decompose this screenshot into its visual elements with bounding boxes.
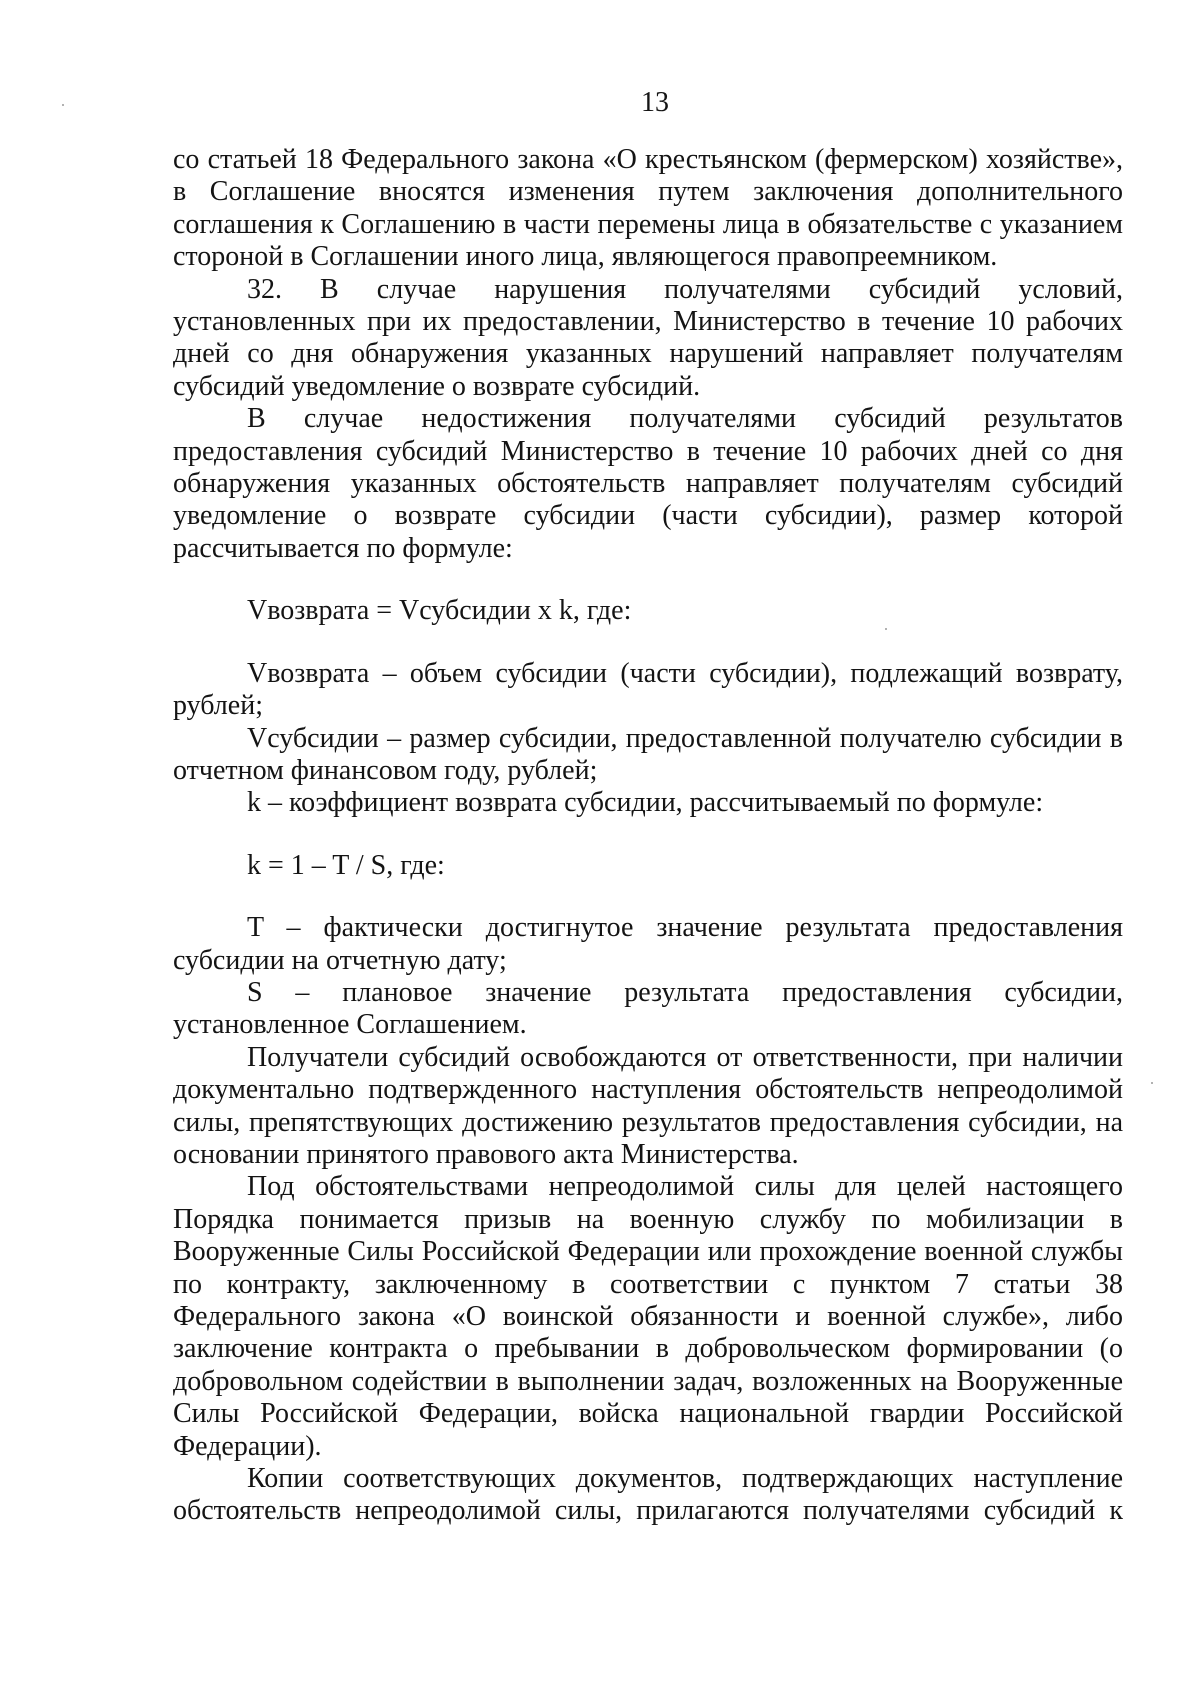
scan-speck bbox=[1151, 1082, 1153, 1084]
formula-k: k = 1 – T / S, где: bbox=[247, 849, 445, 881]
scan-speck bbox=[62, 104, 64, 106]
paragraph-non-achievement: В случае недостижения получателями субсидий результатов предоставления субсидий Министерство в течение 10 рабочих дней со дня обнаружения указанных обстоятельств направляет получателям субсидий уведомление о возврате субсидии (части субсидии), размер которой рассчитывается по формуле: bbox=[173, 403, 1123, 564]
scan-speck bbox=[885, 628, 887, 630]
definition-v-return: Vвозврата – объем субсидии (части субсидии), подлежащий возврату, рублей; bbox=[173, 657, 1123, 722]
formula-return-amount: Vвозврата = Vсубсидии x k, где: bbox=[247, 595, 632, 627]
page-number: 13 bbox=[641, 87, 669, 118]
definition-k: k – коэффициент возврата субсидии, рассчитываемый по формуле: bbox=[247, 787, 1044, 819]
definition-v-subsidy: Vсубсидии – размер субсидии, предоставленной получателю субсидии в отчетном финансовом году, рублей; bbox=[173, 722, 1123, 786]
definition-s: S – плановое значение результата предоставления субсидии, установленное Соглашением. bbox=[173, 976, 1123, 1041]
definition-t: T – фактически достигнутое значение результата предоставления субсидии на отчетную дату; bbox=[173, 912, 1123, 976]
document-body bbox=[173, 144, 1123, 1528]
paragraph-exemption: Получатели субсидий освобождаются от ответственности, при наличии документально подтвержденного наступления обстоятельств непреодолимой силы, препятствующих достижению результатов предоставления субсидии, на основании принятого правового акта Министерства. bbox=[173, 1041, 1123, 1170]
paragraph-force-majeure: Под обстоятельствами непреодолимой силы для целей настоящего Порядка понимается призыв на военную службу по мобилизации в Вооруженные Силы Российской Федерации или прохождение военной службы по контракту, заключенному в соответствии с пунктом 7 статьи 38 Федерального закона «О воинской обязанности и военной службе», либо заключение контракта о пребывании в добровольческом формировании (о добровольном содействии в выполнении задач, возложенных на Вооруженные Силы Российской Федерации, войска национальной гвардии Российской Федерации). bbox=[173, 1171, 1123, 1462]
paragraph-continuation: со статьей 18 Федерального закона «О крестьянском (фермерском) хозяйстве», в Соглашение вносятся изменения путем заключения дополнительного соглашения к Соглашению в части перемены лица в обязательстве с указанием стороной в Соглашении иного лица, являющегося правопреемником. bbox=[173, 144, 1123, 273]
paragraph-clause-32: 32. В случае нарушения получателями субсидий условий, установленных при их предоставлении, Министерство в течение 10 рабочих дней со дня обнаружения указанных нарушений направляет получателям субсидий уведомление о возврате субсидий. bbox=[173, 273, 1123, 402]
paragraph-documents: Копии соответствующих документов, подтверждающих наступление обстоятельств непреодолимой силы, прилагаются получателями субсидий к bbox=[173, 1463, 1123, 1527]
